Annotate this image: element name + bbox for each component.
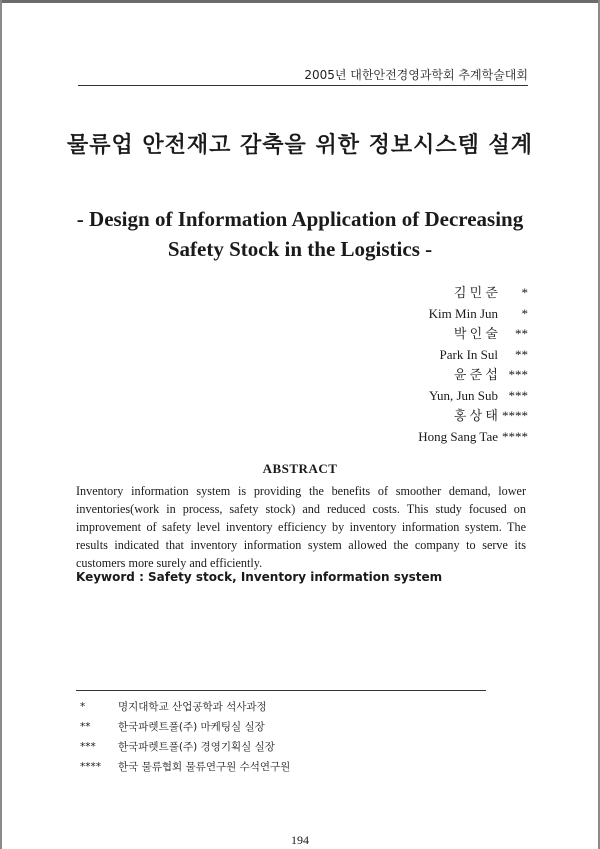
abstract-body: Inventory information system is providing the benefits of smoother demand, lower inventories(work in process, safety stock) and reduced costs. This study focused on improvement of safety level inventory efficiency by inventory information system. The results indicated that inventory information system allowed the company to serve its customers more surely and efficiently. [76,484,526,570]
author-name: Park In Sul [439,346,498,362]
running-header: 2005년 대한안전경영과학회 추계학술대회 [304,68,528,82]
header-divider [78,85,528,86]
author-line [418,386,528,407]
author-name: 김 민 준 [453,285,498,300]
author-affiliation-mark: **** [502,428,528,444]
author-line [418,324,528,345]
author-name: 윤 준 섭 [453,367,498,382]
abstract-heading: ABSTRACT [262,461,338,476]
footnote-item [80,717,290,737]
keywords: Keyword : Safety stock, Inventory information system [76,570,443,584]
english-title [60,204,540,264]
footnote-item [80,737,290,757]
author-affiliation-mark: *** [508,367,528,382]
author-line [418,283,528,304]
author-line [418,345,528,366]
author-name: Yun, Jun Sub [429,387,498,403]
author-name: 박 인 술 [453,326,498,341]
author-affiliation-mark: **** [502,408,528,423]
page-border-top [0,0,600,3]
author-line [418,304,528,325]
footnote-mark: *** [80,741,96,753]
author-name: 홍 상 태 [453,408,498,423]
author-line [418,406,528,427]
english-title-line-1: - Design of Information Application of Decreasing [76,207,524,231]
footnote-item [80,697,290,717]
author-name: Hong Sang Tae [418,428,498,444]
korean-title: 물류업 안전재고 감축을 위한 정보시스템 설계 [66,132,534,158]
author-name: Kim Min Jun [428,305,498,321]
author-line [418,365,528,386]
footnote-text: 한국파렛트풀(주) 마케팅실 실장 [118,721,265,733]
footnote-text: 명지대학교 산업공학과 석사과정 [118,701,267,713]
footnote-divider [76,690,486,691]
author-list [418,283,528,447]
author-affiliation-mark: ** [515,326,528,341]
author-affiliation-mark: * [521,285,528,300]
footnote-list [80,697,290,777]
footnote-text: 한국 물류협회 물류연구원 수석연구원 [118,761,291,773]
author-affiliation-mark: ** [515,346,528,362]
footnote-mark: * [80,701,86,713]
footnote-text: 한국파렛트풀(주) 경영기획실 실장 [118,741,275,753]
author-affiliation-mark: *** [508,387,528,403]
author-affiliation-mark: * [521,305,528,321]
page-number: 194 [291,833,309,847]
footnote-item [80,757,290,777]
footnote-mark: **** [80,761,101,773]
footnote-mark: ** [80,721,91,733]
english-title-line-2: Safety Stock in the Logistics - [167,237,433,261]
author-line [418,427,528,448]
